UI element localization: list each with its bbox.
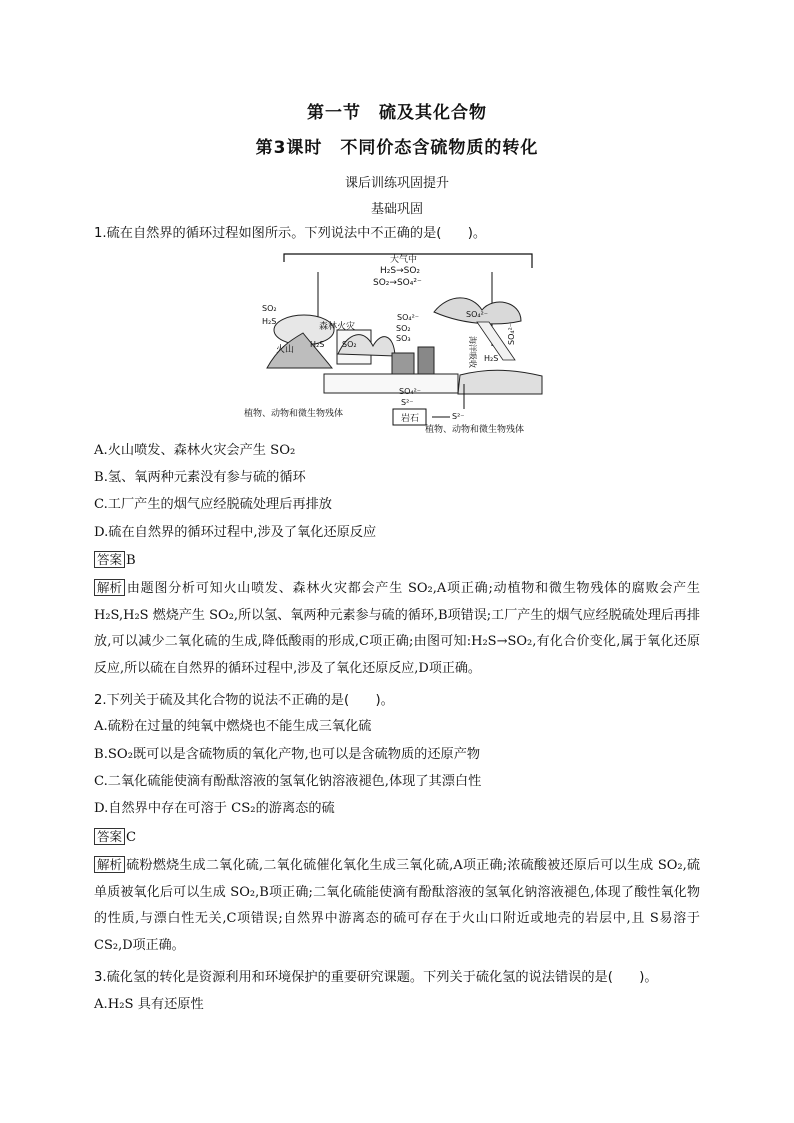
- q1-analysis-text: 由题图分析可知火山喷发、森林火灾都会产生 SO₂,A项正确;动植物和微生物残体的腐败会产生 H₂S,H₂S 燃烧产生 SO₂,所以氢、氧两种元素参与硫的循环,B项错误;工厂产生的烟气应经脱硫处理后再排放,可以减少二氧化硫的生成,降低酸雨的形成,C项正确;由图可知:H₂S→SO₂,有化合价变化,属于氧化还原反应,所以硫在自然界的循环过程中,涉及了氧化还原反应,D项正确。: [94, 581, 700, 676]
- q2-stem: 2.下列关于硫及其化合物的说法不正确的是( )。: [94, 693, 394, 708]
- q1-option-d: D.硫在自然界的循环过程中,涉及了氧化还原反应: [94, 525, 377, 540]
- factory-so4-label: SO₄²⁻: [397, 313, 420, 322]
- right-so4-label-b: SO₄²⁻: [507, 322, 516, 345]
- fire-h2s-label: H₂S: [310, 340, 325, 349]
- right-h2s-label: H₂S: [484, 354, 499, 363]
- q2-option-c: C.二氧化硫能使滴有酚酞溶液的氢氧化钠溶液褪色,体现了其漂白性: [94, 774, 482, 789]
- factory-so3-label: SO₃: [396, 334, 411, 343]
- q2-option-b: B.SO₂既可以是含硫物质的氧化产物,也可以是含硫物质的还原产物: [94, 747, 481, 762]
- analysis-tag: 解析: [94, 579, 125, 596]
- volcano-h2s-label: H₂S: [262, 317, 277, 326]
- h2s-so2-label: H₂S→SO₂: [380, 266, 421, 276]
- chapter-title: 第一节 硫及其化合物: [307, 103, 487, 123]
- subsection-heading: 基础巩固: [370, 202, 423, 217]
- q1-stem: 1.硫在自然界的循环过程如图所示。下列说法中不正确的是( )。: [94, 226, 487, 241]
- q2-option-a: A.硫粉在过量的纯氧中燃烧也不能生成三氧化硫: [94, 719, 372, 734]
- answer-tag: 答案: [94, 551, 125, 568]
- answer-tag: 答案: [94, 828, 125, 845]
- forest-fire-label: 森林火灾: [319, 322, 356, 332]
- ocean-absorb-label: 海洋吸收: [468, 336, 477, 368]
- lesson-title: 第3课时 不同价态含硫物质的转化: [255, 138, 539, 158]
- q2-analysis: [94, 853, 700, 959]
- q1-answer-row: [94, 551, 700, 570]
- so2-so4-label: SO₂→SO₄²⁻: [373, 278, 422, 288]
- q1-option-c: C.工厂产生的烟气应经脱硫处理后再排放: [94, 497, 332, 512]
- sulfur-cycle-figure: [244, 248, 556, 434]
- ocean-shape: [458, 370, 542, 394]
- q3-option-a: A.H₂S 具有还原性: [94, 997, 204, 1012]
- analysis-tag: 解析: [94, 856, 125, 873]
- left-remains-label: 植物、动物和微生物残体: [244, 409, 344, 419]
- q2-answer-row: [94, 828, 700, 847]
- soil-s-label: S²⁻: [401, 398, 414, 407]
- volcano-so2-label: SO₂: [262, 304, 277, 313]
- q3-stem: 3.硫化氢的转化是资源利用和环境保护的重要研究课题。下列关于硫化氢的说法错误的是( )。: [94, 970, 658, 985]
- q2-option-d: D.自然界中存在可溶于 CS₂的游离态的硫: [94, 801, 335, 816]
- atmosphere-label: 大气中: [390, 255, 418, 265]
- q1-answer: B: [126, 553, 136, 568]
- q2-answer: C: [126, 830, 137, 845]
- fire-so2-label: SO₂: [342, 340, 357, 349]
- right-remains-label: 植物、动物和微生物残体: [425, 425, 525, 434]
- q1-option-a: A.火山喷发、森林火灾会产生 SO₂: [94, 443, 296, 458]
- q2-analysis-text: 硫粉燃烧生成二氧化硫,二氧化硫催化氧化生成三氧化硫,A项正确;浓硫酸被还原后可以生成 SO₂,硫单质被氧化后可以生成 SO₂,B项正确;二氧化硫能使滴有酚酞溶液的氢氧化钠溶液褪色,体现了酸性氧化物的性质,与漂白性无关,C项错误;自然界中游离态的硫可存在于火山口附近或地壳的岩层中,且 S易溶于 CS₂,D项正确。: [94, 858, 700, 953]
- q1-analysis: [94, 576, 700, 682]
- rock-label: 岩石: [401, 414, 420, 424]
- soil-so4-label: SO₄²⁻: [399, 387, 422, 396]
- section-heading: 课后训练巩固提升: [344, 176, 449, 191]
- factory-chimney: [418, 347, 434, 375]
- factory-icon: [392, 353, 414, 375]
- volcano-label: 火山: [276, 345, 295, 355]
- right-so4-label-a: SO₄²⁻: [466, 310, 489, 319]
- factory-so2-label: SO₂: [396, 324, 411, 333]
- q1-option-b: B.氢、氧两种元素没有参与硫的循环: [94, 470, 306, 485]
- rock-s-label: S²⁻: [452, 412, 465, 421]
- soil-box: [324, 374, 458, 393]
